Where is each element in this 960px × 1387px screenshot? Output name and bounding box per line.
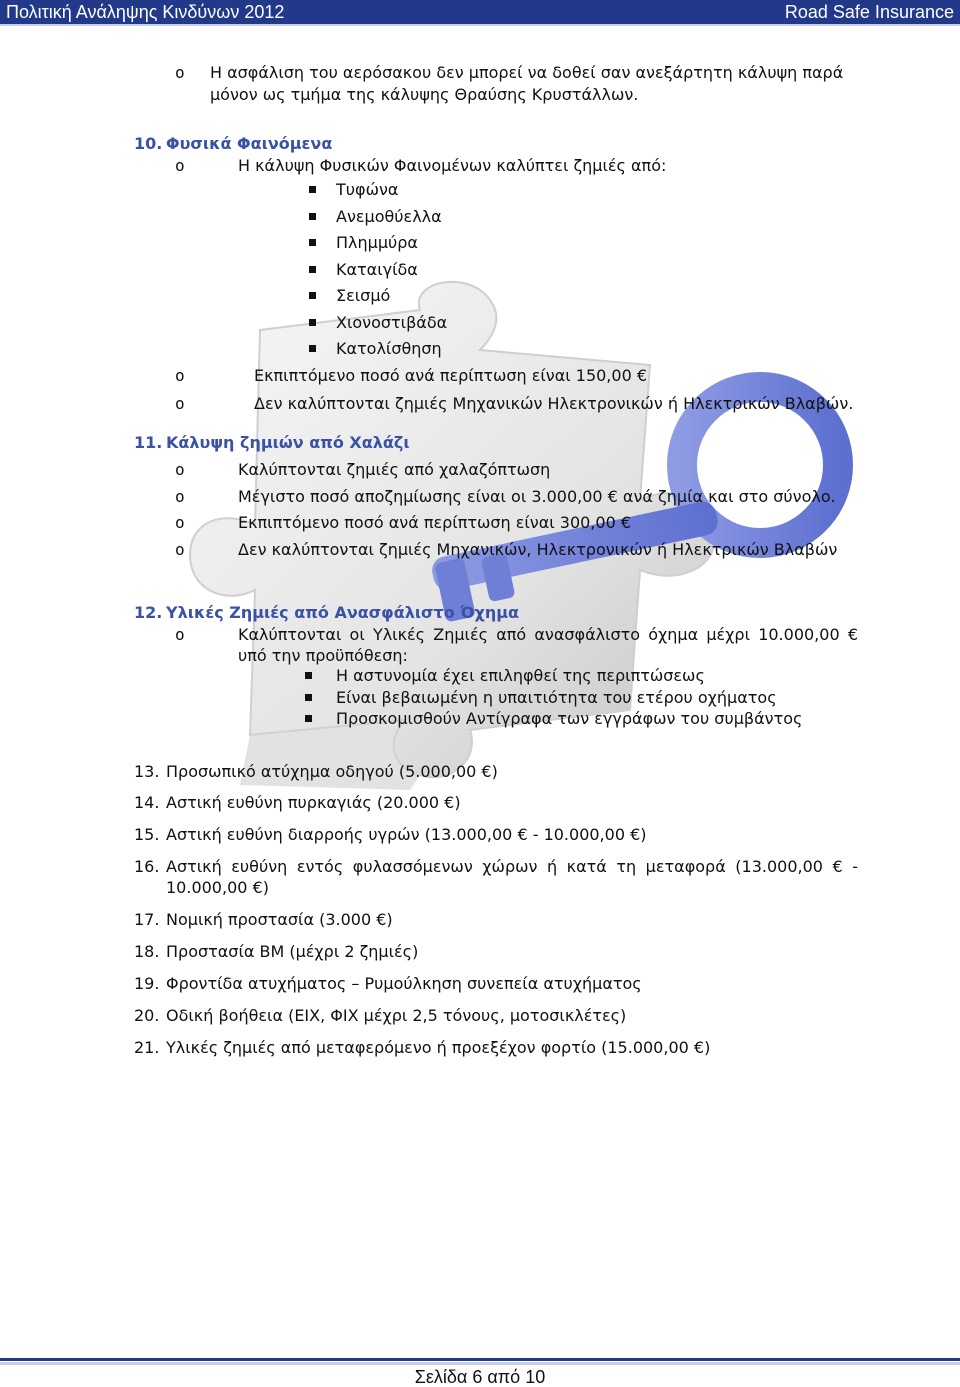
list-item: Προσωπικό ατύχημα οδηγού (5.000,00 €) bbox=[166, 762, 498, 781]
list-number: 18. bbox=[134, 942, 160, 961]
bullet-o: o bbox=[175, 513, 185, 532]
s11-item: Μέγιστο ποσό αποζημίωσης είναι οι 3.000,00 € ανά ζημία και στο σύνολο. bbox=[238, 487, 836, 506]
bullet-o: o bbox=[175, 460, 185, 479]
bullet-o: o bbox=[175, 63, 185, 82]
s12-condition: Προσκομισθούν Αντίγραφα των εγγράφων του συμβάντος bbox=[336, 709, 803, 728]
s11-item: Εκπιπτόμενο ποσό ανά περίπτωση είναι 300,00 € bbox=[238, 513, 632, 532]
bullet-o: o bbox=[175, 487, 185, 506]
list-item: Οδική βοήθεια (ΕΙΧ, ΦΙΧ μέχρι 2,5 τόνους, μοτοσικλέτες) bbox=[166, 1006, 627, 1025]
bullet-o: o bbox=[175, 394, 185, 413]
section-10-exclusion: Δεν καλύπτονται ζημιές Μηχανικών Ηλεκτρονικών ή Ηλεκτρικών Βλαβών. bbox=[254, 394, 854, 413]
square-bullet bbox=[305, 715, 312, 722]
s10-item: Τυφώνα bbox=[336, 180, 399, 199]
s10-item: Καταιγίδα bbox=[336, 260, 418, 279]
s10-item: Κατολίσθηση bbox=[336, 339, 442, 358]
list-item: Αστική ευθύνη εντός φυλασσόμενων χώρων ή κατά τη μεταφορά (13.000,00 € - bbox=[166, 857, 858, 876]
section-10-intro: Η κάλυψη Φυσικών Φαινομένων καλύπτει ζημιές από: bbox=[238, 156, 667, 175]
section-11-title: Κάλυψη ζημιών από Χαλάζι bbox=[166, 433, 410, 452]
s11-item: Καλύπτονται ζημιές από χαλαζόπτωση bbox=[238, 460, 551, 479]
list-number: 21. bbox=[134, 1038, 160, 1057]
bullet-o: o bbox=[175, 540, 185, 559]
square-bullet bbox=[305, 672, 312, 679]
list-number: 13. bbox=[134, 762, 160, 781]
square-bullet bbox=[309, 213, 316, 220]
section-12-title: Υλικές Ζημιές από Ανασφάλιστο Όχημα bbox=[166, 603, 520, 622]
page-number: Σελίδα 6 από 10 bbox=[414, 1367, 546, 1387]
s12-condition: Η αστυνομία έχει επιληφθεί της περιπτώσεως bbox=[336, 666, 705, 685]
section-10-number: 10. bbox=[134, 134, 163, 153]
s10-item: Ανεμοθύελλα bbox=[336, 207, 442, 226]
square-bullet bbox=[305, 694, 312, 701]
section-12-line-2: υπό την προϋπόθεση: bbox=[238, 646, 408, 665]
square-bullet bbox=[309, 186, 316, 193]
bullet-o: o bbox=[175, 625, 185, 644]
section-10-deductible: Εκπιπτόμενο ποσό ανά περίπτωση είναι 150,00 € bbox=[254, 366, 648, 385]
section-11-number: 11. bbox=[134, 433, 163, 452]
s12-condition: Είναι βεβαιωμένη η υπαιτιότητα του ετέρου οχήματος bbox=[336, 688, 777, 707]
header-title: Πολιτική Ανάληψης Κινδύνων 2012 bbox=[6, 2, 285, 22]
list-number: 17. bbox=[134, 910, 160, 929]
list-item: Προστασία ΒΜ (μέχρι 2 ζημιές) bbox=[166, 942, 419, 961]
intro-line-2: μόνον ως τμήμα της κάλυψης Θραύσης Κρυστάλλων. bbox=[210, 85, 639, 104]
footer-rule bbox=[0, 1362, 960, 1365]
intro-line-1: Η ασφάλιση του αερόσακου δεν μπορεί να δοθεί σαν ανεξάρτητη κάλυψη παρά bbox=[210, 63, 844, 82]
list-item-continuation: 10.000,00 €) bbox=[166, 878, 269, 897]
bullet-o: o bbox=[175, 366, 185, 385]
list-number: 16. bbox=[134, 857, 160, 876]
list-number: 19. bbox=[134, 974, 160, 993]
list-number: 20. bbox=[134, 1006, 160, 1025]
list-item: Αστική ευθύνη διαρροής υγρών (13.000,00 € - 10.000,00 €) bbox=[166, 825, 647, 844]
square-bullet bbox=[309, 292, 316, 299]
list-item: Φροντίδα ατυχήματος – Ρυμούλκηση συνεπεία ατυχήματος bbox=[166, 974, 642, 993]
square-bullet bbox=[309, 239, 316, 246]
list-number: 15. bbox=[134, 825, 160, 844]
list-item: Υλικές ζημιές από μεταφερόμενο ή προεξέχον φορτίο (15.000,00 €) bbox=[166, 1038, 711, 1057]
s11-item: Δεν καλύπτονται ζημιές Μηχανικών, Ηλεκτρονικών ή Ηλεκτρικών Βλαβών bbox=[238, 540, 838, 559]
list-item: Αστική ευθύνη πυρκαγιάς (20.000 €) bbox=[166, 793, 461, 812]
square-bullet bbox=[309, 266, 316, 273]
section-12-number: 12. bbox=[134, 603, 163, 622]
square-bullet bbox=[309, 345, 316, 352]
section-10-title: Φυσικά Φαινόμενα bbox=[166, 134, 333, 153]
square-bullet bbox=[309, 319, 316, 326]
header-company: Road Safe Insurance bbox=[784, 2, 954, 22]
list-number: 14. bbox=[134, 793, 160, 812]
bullet-o: o bbox=[175, 156, 185, 175]
list-item: Νομική προστασία (3.000 €) bbox=[166, 910, 393, 929]
section-12-line-1: Καλύπτονται οι Υλικές Ζημιές από ανασφάλιστο όχημα μέχρι 10.000,00 € bbox=[238, 625, 858, 644]
s10-item: Σεισμό bbox=[336, 286, 391, 305]
s10-item: Πλημμύρα bbox=[336, 233, 418, 252]
s10-item: Χιονοστιβάδα bbox=[336, 313, 448, 332]
